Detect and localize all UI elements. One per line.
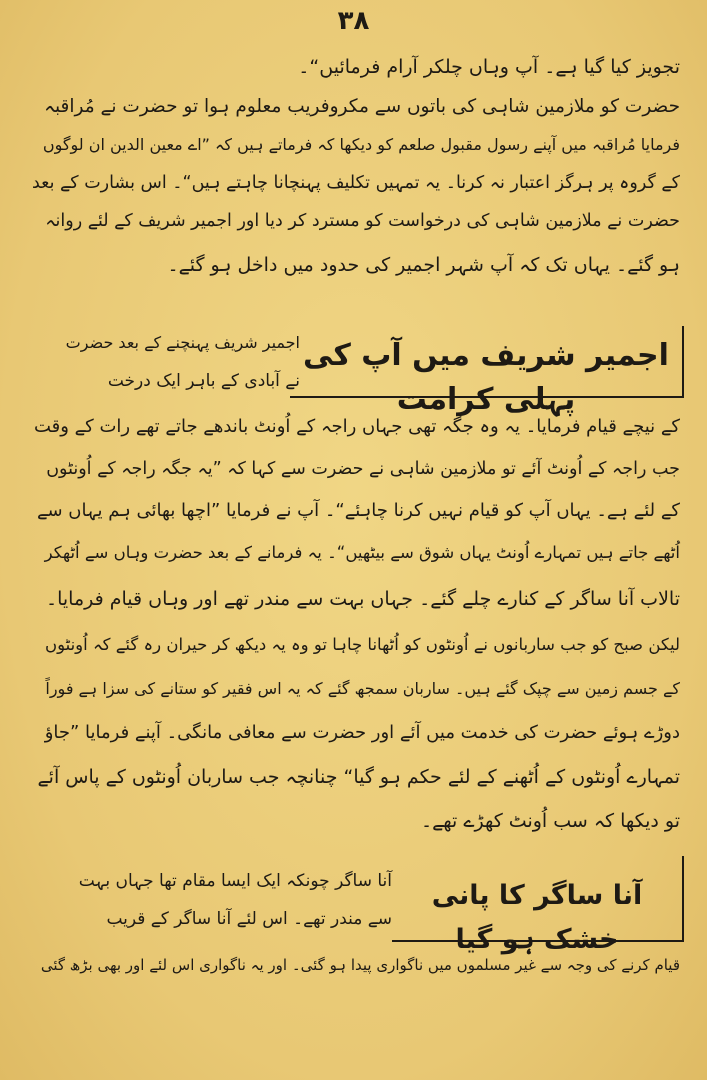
text-line: اُٹھے جاتے ہیں تمہارے اُونٹ یہاں شوق سے بیٹھیں“۔ یہ فرمانے کے بعد حضرت وہاں سے اُٹھکر	[44, 543, 680, 562]
heading2-side-line: سے مندر تھے۔ اس لئے آنا ساگر کے قریب	[106, 909, 392, 929]
text-line: ہو گئے۔ یہاں تک کہ آپ شہر اجمیر کی حدود میں داخل ہو گئے۔	[167, 254, 680, 276]
text-line: کے نیچے قیام فرمایا۔ یہ وہ جگہ تھی جہاں راجہ کے اُونٹ باندھے جاتے تھے رات کے وقت	[33, 416, 680, 437]
text-line: کے لئے ہے۔ یہاں آپ کو قیام نہیں کرنا چاہئے“۔ آپ نے فرمایا ”اچھا بھائی ہم یہاں سے	[36, 500, 680, 521]
page-number: ۳۸	[337, 6, 370, 36]
text-line: حضرت نے ملازمین شاہی کی درخواست کو مسترد کر دیا اور اجمیر شریف کے لئے روانہ	[45, 211, 680, 231]
text-line: جب راجہ کے اُونٹ آئے تو ملازمین شاہی نے حضرت سے کہا کہ ”یہ جگہ راجہ کے اُونٹوں	[46, 459, 680, 479]
heading2-side-line: آنا ساگر چونکہ ایک ایسا مقام تھا جہاں بہت	[78, 871, 392, 891]
section-heading: اجمیر شریف میں آپ کی پہلی کرامت	[290, 326, 684, 398]
text-line: دوڑے ہوئے حضرت کی خدمت میں آئے اور حضرت سے معافی مانگی۔ آپنے فرمایا ”جاؤ	[44, 722, 680, 743]
text-line: لیکن صبح کو جب ساربانوں نے اُونٹوں کو اُٹھانا چاہا تو وہ یہ دیکھ کر حیران رہ گئے کہ اُونٹوں	[44, 635, 680, 654]
text-line: کے جسم زمین سے چپک گئے ہیں۔ ساربان سمجھ گئے کہ یہ اس فقیر کو ستانے کی سزا ہے فوراً	[45, 679, 680, 698]
text-line: تمہارے اُونٹوں کے اُٹھنے کے لئے حکم ہو گیا“ چنانچہ جب ساربان اُونٹوں کے پاس آئے	[37, 766, 680, 788]
text-line: فرمایا مُراقبہ میں آپنے رسول مقبول صلعم کو دیکھا کہ فرماتے ہیں کہ ”اے معین الدین ان لوگوں	[42, 135, 680, 154]
heading1-side-line: اجمیر شریف پہنچنے کے بعد حضرت	[65, 333, 300, 352]
section-heading: آنا ساگر کا پانی خشک ہو گیا	[392, 856, 684, 942]
text-line: حضرت کو ملازمین شاہی کی باتوں سے مکروفریب معلوم ہوا تو حضرت نے مُراقبہ	[44, 96, 680, 117]
heading1-side-line: نے آبادی کے باہر ایک درخت	[107, 371, 300, 391]
text-line: قیام کرنے کی وجہ سے غیر مسلموں میں ناگواری پیدا ہو گئی۔ اور یہ ناگواری اس لئے اور بھی بڑھ گئی	[40, 956, 680, 974]
text-line: تالاب آنا ساگر کے کنارے چلے گئے۔ جہاں بہت سے مندر تھے اور وہاں قیام فرمایا۔	[45, 588, 680, 610]
text-line: کے گروہ پر ہرگز اعتبار نہ کرنا۔ یہ تمہیں تکلیف پہنچانا چاہتے ہیں“۔ اس بشارت کے بعد	[31, 173, 680, 193]
text-line: تجویز کیا گیا ہے۔ آپ وہاں چلکر آرام فرمائیں“۔	[298, 56, 680, 78]
text-line: تو دیکھا کہ سب اُونٹ کھڑے تھے۔	[420, 810, 680, 832]
